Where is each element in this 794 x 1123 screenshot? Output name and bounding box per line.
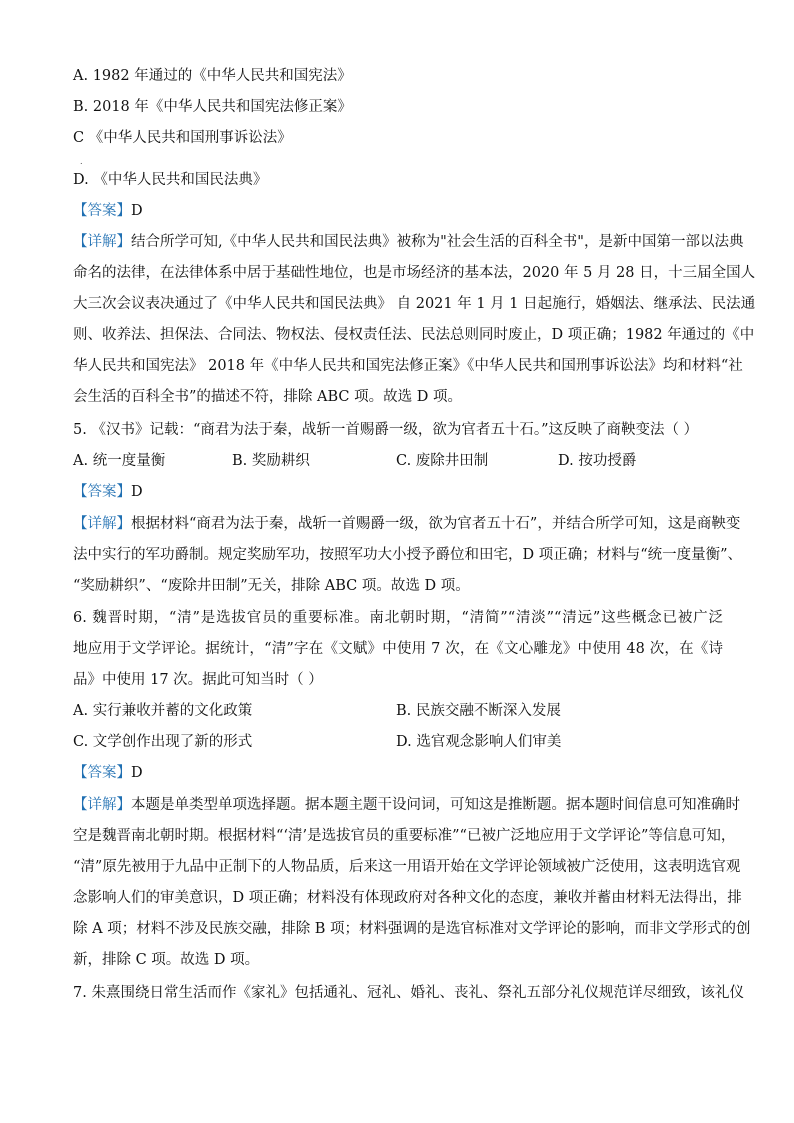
q6-option-c: C. 文学创作出现了新的形式 <box>73 734 253 750</box>
top-option-b: B. 2018 年《中华人民共和国宪法修正案》 <box>73 99 352 115</box>
q6-detail-line-5: 除 A 项；材料不涉及民族交融，排除 B 项；材料强调的是选官标准对文学评论的影响，而非文学形式的创 <box>73 921 751 937</box>
top-option-c: C 《中华人民共和国刑事诉讼法》 <box>73 130 292 146</box>
q7-stem: 7. 朱熹围绕日常生活而作《家礼》包括通礼、冠礼、婚礼、丧礼、祭礼五部分礼仪规范详尽细致，该礼仪 <box>73 985 744 1001</box>
q4-detail-line-4: 则、收养法、担保法、合同法、物权法、侵权责任法、民法总则同时废止，D 项正确；1982 年通过的《中 <box>73 327 755 343</box>
q5-option-d: D. 按功授爵 <box>558 453 637 469</box>
q6-answer <box>73 763 723 783</box>
q6-detail-line-1 <box>73 795 740 815</box>
detail-text: 本题是单类型单项选择题。据本题主题干设问词，可知这是推断题。据本题时间信息可知准确时 <box>131 797 740 813</box>
top-option-d: D. 《中华人民共和国民法典》 <box>73 172 268 188</box>
stray-dot: . <box>80 157 83 166</box>
detail-text: 结合所学可知,《中华人民共和国民法典》被称为"社会生活的百科全书"，是新中国第一部以法典 <box>131 234 744 250</box>
q6-option-a: A. 实行兼收并蓄的文化政策 <box>73 703 253 719</box>
q4-detail-line-2: 命名的法律，在法律体系中居于基础性地位，也是市场经济的基本法，2020 年 5 月 28 日，十三届全国人 <box>73 265 756 281</box>
q5-detail-line-1 <box>73 514 741 534</box>
q6-stem-line-3: 品》中使用 17 次。据此可知当时（ ） <box>73 672 323 688</box>
q6-detail-line-2: 空是魏晋南北朝时期。根据材料“‘清’是选拔官员的重要标准”“已被广泛地应用于文学评论”等信息可知， <box>73 828 736 844</box>
q5-option-a: A. 统一度量衡 <box>73 453 166 469</box>
q6-stem-line-1: 6. 魏晋时期，“清”是选拔官员的重要标准。南北朝时期，“清简”“清淡”“清远”这些概念已被广泛 <box>73 610 723 626</box>
q5-option-b: B. 奖励耕织 <box>232 453 310 469</box>
q4-detail-line-5: 华人民共和国宪法》 2018 年《中华人民共和国宪法修正案》《中华人民共和国刑事诉讼法》均和材料“社 <box>73 358 743 374</box>
answer-label: 【答案】 <box>73 484 131 500</box>
detail-label: 【详解】 <box>73 516 131 532</box>
q6-option-d: D. 选官观念影响人们审美 <box>396 734 562 750</box>
answer-value: D <box>131 484 143 500</box>
answer-label: 【答案】 <box>73 765 131 781</box>
q5-option-c: C. 废除井田制 <box>396 453 489 469</box>
answer-label: 【答案】 <box>73 203 131 219</box>
q5-detail-line-2: 法中实行的军功爵制。规定奖励军功，按照军功大小授予爵位和田宅，D 项正确；材料与“统一度量衡”、 <box>73 547 743 563</box>
top-option-a: A. 1982 年通过的《中华人民共和国宪法》 <box>73 68 352 84</box>
answer-value: D <box>131 203 143 219</box>
q4-detail-line-3: 大三次会议表决通过了《中华人民共和国民法典》 自 2021 年 1 月 1 日起施行，婚姻法、继承法、民法通 <box>73 296 756 312</box>
q5-detail-line-3: “奖励耕织”、“废除井田制”无关，排除 ABC 项。故选 D 项。 <box>73 578 470 594</box>
q6-stem-line-2: 地应用于文学评论。据统计，“清”字在《文赋》中使用 7 次，在《文心雕龙》中使用 48 次，在《诗 <box>73 641 723 657</box>
detail-text: 根据材料“商君为法于秦，战斩一首赐爵一级，欲为官者五十石”，并结合所学可知，这是商鞅变 <box>131 516 741 532</box>
q6-option-b: B. 民族交融不断深入发展 <box>396 703 561 719</box>
q4-detail-line-1 <box>73 232 744 252</box>
q6-detail-line-3: “清”原先被用于九品中正制下的人物品质，后来这一用语开始在文学评论领域被广泛使用，这表明选官观 <box>73 859 741 875</box>
q5-stem: 5. 《汉书》记载：“商君为法于秦，战斩一首赐爵一级，欲为官者五十石。”这反映了商鞅变法（ ） <box>73 422 699 438</box>
q4-answer <box>73 201 723 221</box>
q5-answer <box>73 482 723 502</box>
q4-detail-line-6: 会生活的百科全书”的描述不符，排除 ABC 项。故选 D 项。 <box>73 389 462 405</box>
q6-detail-line-4: 念影响人们的审美意识，D 项正确；材料没有体现政府对各种文化的态度，兼收并蓄由材料无法得出，排 <box>73 890 742 906</box>
detail-label: 【详解】 <box>73 234 131 250</box>
detail-label: 【详解】 <box>73 797 131 813</box>
answer-value: D <box>131 765 143 781</box>
q6-detail-line-6: 新，排除 C 项。故选 D 项。 <box>73 952 260 968</box>
